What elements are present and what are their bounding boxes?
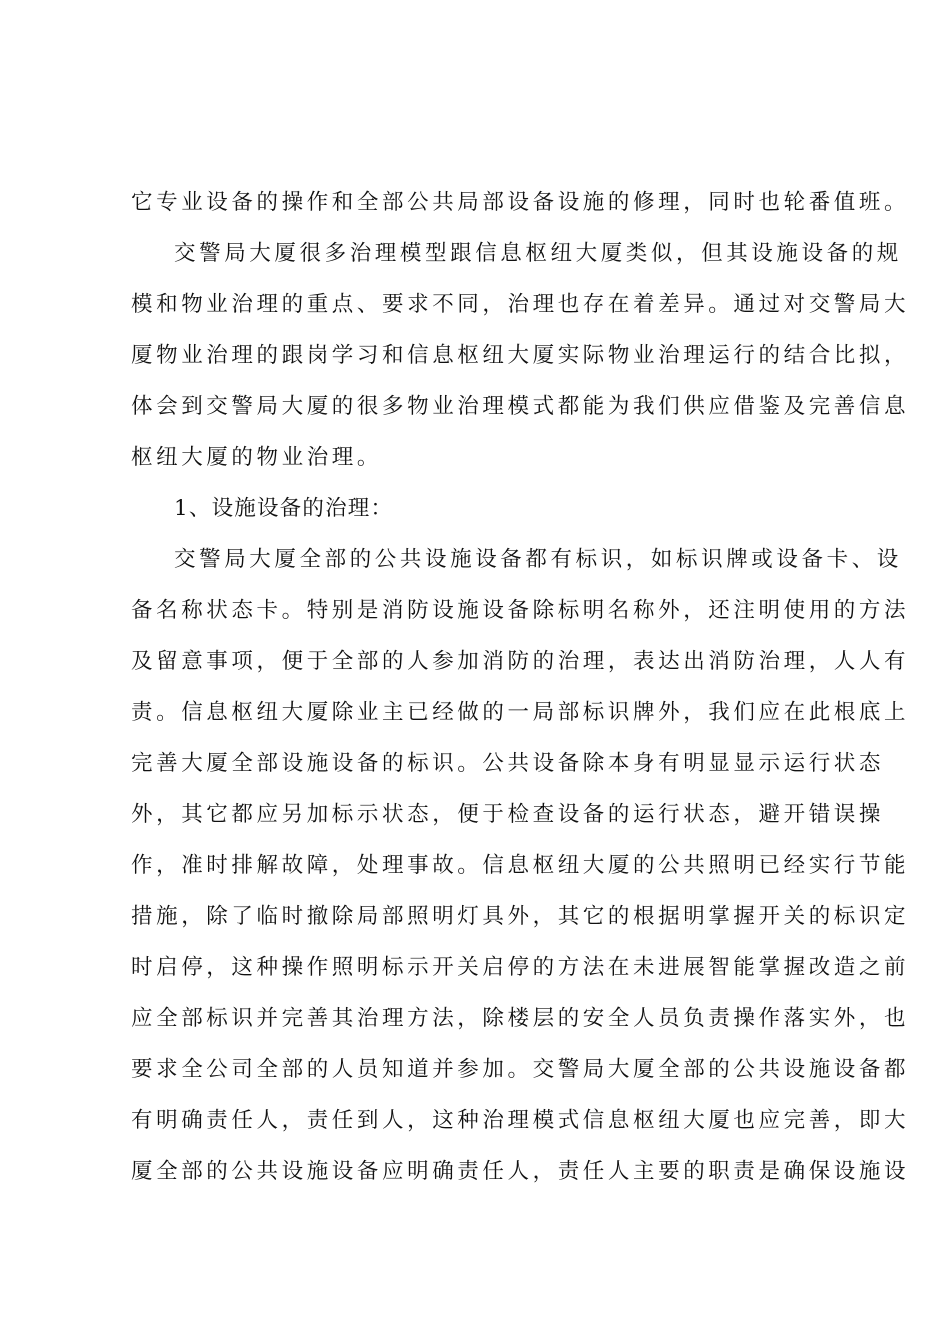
text-line: 及留意事项，便于全部的人参加消防的治理，表达出消防治理，人人有 [131, 649, 910, 674]
text-line: 完善大厦全部设施设备的标识。公共设备除本身有明显显示运行状态 [131, 751, 885, 776]
text-line: 有明确责任人，责任到人，这种治理模式信息枢纽大厦也应完善，即大 [131, 1108, 910, 1133]
text-line: 它专业设备的操作和全部公共局部设备设施的修理，同时也轮番值班。 [131, 190, 910, 215]
paragraph-comparison [131, 235, 910, 490]
heading-text: 1、设施设备的治理： [174, 496, 394, 521]
text-line: 责。信息枢纽大厦除业主已经做的一局部标识牌外，我们应在此根底上 [131, 700, 910, 725]
text-line: 要求全公司全部的人员知道并参加。交警局大厦全部的公共设施设备都 [131, 1057, 910, 1082]
document-body [131, 184, 910, 1204]
paragraph-continuation [131, 184, 910, 235]
paragraph-facility-management [131, 541, 910, 1204]
text-line: 厦全部的公共设施设备应明确责任人，责任人主要的职责是确保设施设 [131, 1159, 910, 1184]
text-line: 外，其它都应另加标示状态，便于检查设备的运行状态，避开错误操 [131, 802, 885, 827]
section-heading [131, 490, 831, 541]
text-line: 备名称状态卡。特别是消防设施设备除标明名称外，还注明使用的方法 [131, 598, 910, 623]
text-line: 措施，除了临时撤除局部照明灯具外，其它的根据明掌握开关的标识定 [131, 904, 910, 929]
text-line: 厦物业治理的跟岗学习和信息枢纽大厦实际物业治理运行的结合比拟， [131, 343, 910, 368]
text-line: 时启停，这种操作照明标示开关启停的方法在未进展智能掌握改造之前 [131, 955, 910, 980]
text-line: 体会到交警局大厦的很多物业治理模式都能为我们供应借鉴及完善信息 [131, 394, 910, 419]
text-line: 枢纽大厦的物业治理。 [131, 445, 383, 470]
text-line: 交警局大厦很多治理模型跟信息枢纽大厦类似，但其设施设备的规 [174, 241, 902, 266]
text-line: 交警局大厦全部的公共设施设备都有标识，如标识牌或设备卡、设 [174, 547, 902, 572]
text-line: 作，准时排解故障，处理事故。信息枢纽大厦的公共照明已经实行节能 [131, 853, 910, 878]
text-line: 模和物业治理的重点、要求不同，治理也存在着差异。通过对交警局大 [131, 292, 910, 317]
text-line: 应全部标识并完善其治理方法，除楼层的安全人员负责操作落实外，也 [131, 1006, 910, 1031]
